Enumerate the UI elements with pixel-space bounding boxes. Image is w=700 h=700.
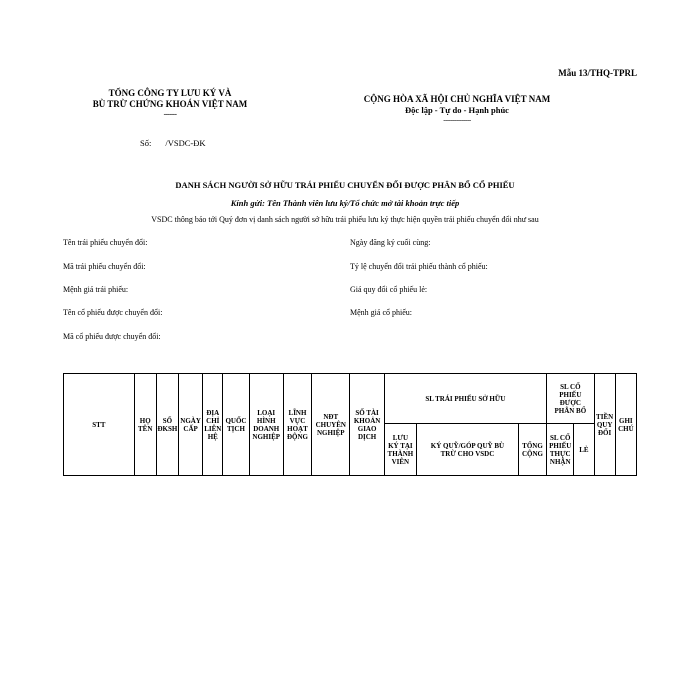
col-nationality: QUỐC TỊCH bbox=[223, 374, 249, 476]
reference-number bbox=[140, 138, 206, 148]
col-group-shares-allocated: SL CỔ PHIẾU ĐƯỢC PHÂN BỔ bbox=[547, 374, 594, 424]
col-shares-received: SL CỔ PHIẾU THỰC NHẬN bbox=[547, 424, 574, 476]
national-divider: --------------- bbox=[443, 116, 471, 124]
col-business-field: LĨNH VỰC HOẠT ĐỘNG bbox=[283, 374, 311, 476]
field-converted-share-name: Tên cổ phiếu được chuyển đổi: bbox=[63, 308, 163, 317]
reference-value: /VSDC-ĐK bbox=[165, 138, 206, 148]
issuer-name-line-1: TỔNG CÔNG TY LƯU KÝ VÀ bbox=[108, 88, 232, 98]
col-name: HỌ TÊN bbox=[134, 374, 156, 476]
col-trading-account: SỐ TÀI KHOẢN GIAO DỊCH bbox=[350, 374, 384, 476]
issuer-name-line-2: BÙ TRỪ CHỨNG KHOÁN VIỆT NAM bbox=[92, 99, 248, 109]
col-issue-date: NGÀY CẤP bbox=[178, 374, 202, 476]
field-share-par-value: Mệnh giá cổ phiếu: bbox=[350, 308, 412, 317]
field-odd-share-price: Giá quy đổi cổ phiếu lẻ: bbox=[350, 285, 428, 294]
col-total: TỔNG CỘNG bbox=[518, 424, 546, 476]
field-bond-par-value: Mệnh giá trái phiếu: bbox=[63, 285, 129, 294]
intro-text: VSDC thông báo tới Quý đơn vị danh sách người sở hữu trái phiếu lưu ký thực hiện quyền trái phiếu chuyển đổi như sau bbox=[151, 215, 539, 224]
document-title: DANH SÁCH NGƯỜI SỞ HỮU TRÁI PHIẾU CHUYỂN ĐỔI ĐƯỢC PHÂN BỔ CỔ PHIẾU bbox=[175, 180, 515, 190]
col-address: ĐỊA CHỈ LIÊN HỆ bbox=[203, 374, 223, 476]
national-header bbox=[332, 94, 582, 124]
col-group-bonds-held: SL TRÁI PHIẾU SỞ HỮU bbox=[384, 374, 546, 424]
col-cash-in-lieu: TIỀN QUY ĐỔI bbox=[594, 374, 615, 476]
field-bond-code: Mã trái phiếu chuyển đổi: bbox=[63, 262, 146, 271]
national-motto: Độc lập - Tự do - Hạnh phúc bbox=[405, 105, 509, 115]
field-record-date: Ngày đăng ký cuối cùng: bbox=[350, 238, 431, 247]
addressee: Kính gửi: Tên Thành viên lưu ký/Tổ chức mở tài khoản trực tiếp bbox=[230, 198, 460, 208]
issuer-header bbox=[80, 88, 260, 118]
col-professional-investor: NĐT CHUYÊN NGHIỆP bbox=[312, 374, 350, 476]
col-odd-shares: LẺ bbox=[574, 424, 594, 476]
reference-label: Số: bbox=[140, 138, 152, 148]
issuer-divider: ------- bbox=[163, 110, 177, 118]
col-business-type: LOẠI HÌNH DOANH NGHIỆP bbox=[249, 374, 283, 476]
col-notes: GHI CHÚ bbox=[615, 374, 636, 476]
form-code: Mẫu 13/THQ-TPRL bbox=[558, 68, 637, 78]
field-conversion-ratio: Tỷ lệ chuyển đổi trái phiếu thành cổ phiếu: bbox=[350, 262, 488, 271]
field-bond-name: Tên trái phiếu chuyển đổi: bbox=[63, 238, 148, 247]
national-title: CỘNG HÒA XÃ HỘI CHỦ NGHĨA VIỆT NAM bbox=[363, 94, 551, 104]
col-registration-no: SỐ ĐKSH bbox=[156, 374, 178, 476]
col-stt: STT bbox=[64, 374, 135, 476]
field-converted-share-code: Mã cổ phiếu được chuyển đổi: bbox=[63, 332, 161, 341]
col-custody-at-member: LƯU KÝ TẠI THÀNH VIÊN bbox=[384, 424, 416, 476]
holders-table bbox=[63, 373, 637, 476]
col-margin-deposit: KÝ QUỸ/GÓP QUỸ BÙ TRỪ CHO VSDC bbox=[417, 424, 519, 476]
